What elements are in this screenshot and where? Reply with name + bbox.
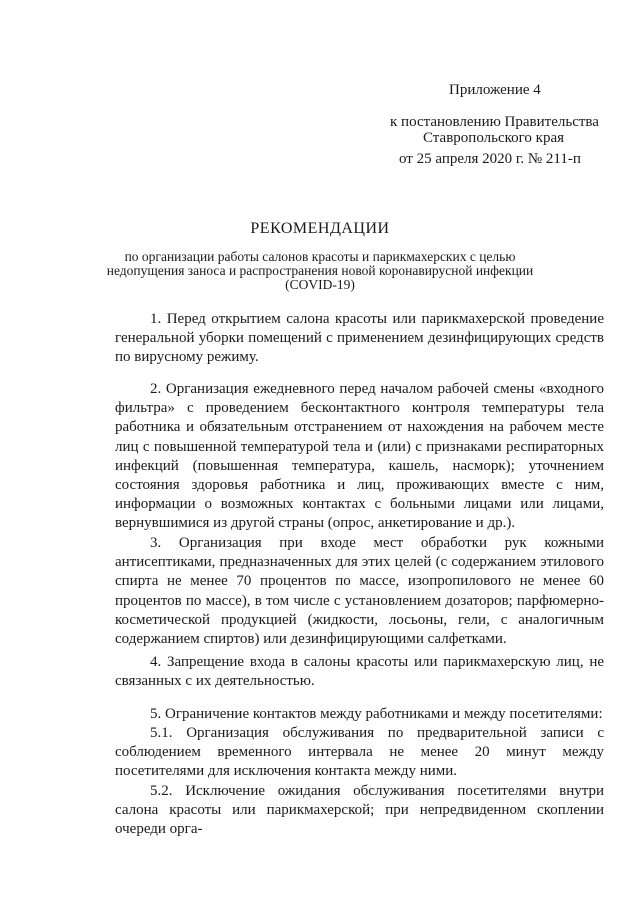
paragraph-4: 4. Запрещение входа в салоны красоты или парикмахерскую лиц, не связанных с их деятельностью. (115, 654, 604, 690)
paragraph-2: 2. Организация ежедневного перед началом рабочей смены «входного фильтра» с проведением бесконтактного контроля температуры тела работника и обязательным отстранением от нахождения на рабочем месте лиц с повышенной температурой тела и (или) с признаками респираторных инфекций (повышенная температура, кашель, насморк); уточнением состояния здоровья работника и лиц, проживающих вместе с ним, информации о возможных контактах с больными лицами или лицами, вернувшимися из другой страны (опрос, анкетирование и др.). (115, 381, 604, 532)
region-label: Ставропольского края (423, 130, 564, 146)
paragraph-3: 3. Организация при входе мест обработки рук кожными антисептиками, предназначенных для этих целей (с содержанием этилового спирта не менее 70 процентов по массе, изопропилового не менее 60 процентов по массе), в том числе с установлением дозаторов; парфюмерно-косметической продукцией (жидкости, лосьоны, гели, с аналогичным содержанием спиртов) или дезинфицирующими салфетками. (115, 535, 604, 648)
appendix-label: Приложение 4 (449, 82, 541, 98)
document-title: РЕКОМЕНДАЦИИ (250, 220, 390, 237)
resolution-date-number: от 25 апреля 2020 г. № 211-п (399, 151, 581, 167)
document-subtitle: по организации работы салонов красоты и парикмахерских с целью недопущения заноса и распространения новой коронавирусной инфекции (COVID-19) (106, 249, 534, 292)
resolution-label: к постановлению Правительства (390, 114, 599, 130)
paragraph-5-2: 5.2. Исключение ожидания обслуживания посетителями внутри салона красоты или парикмахерской; при непредвиденном скоплении очереди орга- (115, 783, 604, 838)
paragraph-1: 1. Перед открытием салона красоты или парикмахерской проведение генеральной уборки помещений с применением дезинфицирующих средств по вирусному режиму. (115, 311, 604, 366)
paragraph-5-1: 5.1. Организация обслуживания по предварительной записи с соблюдением временного интервала не менее 20 минут между посетителями для исключения контакта между ними. (115, 725, 604, 780)
paragraph-5: 5. Ограничение контактов между работниками и между посетителями: (150, 706, 603, 722)
